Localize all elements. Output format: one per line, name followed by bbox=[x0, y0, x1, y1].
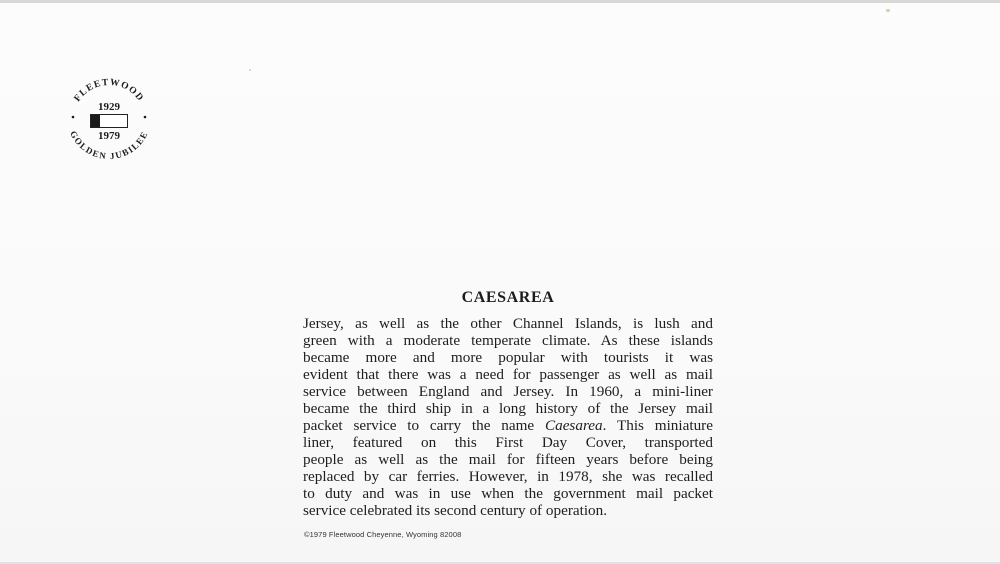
body-text-segment: liner, featured on this First Day Cover, transported bbox=[303, 434, 713, 451]
svg-text:FLEETWOOD bbox=[73, 78, 146, 104]
seal-year-start: 1929 bbox=[98, 101, 120, 113]
body-text-segment: replaced by car ferries. However, in 1978, she was recalled bbox=[303, 468, 713, 485]
seal-arc-top-text: FLEETWOOD bbox=[72, 77, 146, 104]
body-text-segment: to duty and was in use when the government mail packet bbox=[303, 485, 713, 502]
cover-body-text bbox=[303, 315, 713, 519]
body-line bbox=[303, 315, 713, 332]
seal-progress-box bbox=[90, 114, 128, 128]
ship-name: Caesarea bbox=[544, 417, 603, 434]
body-text-segment: Jersey, as well as the other Channel Islands, is lush and bbox=[303, 315, 713, 332]
body-text-segment: service between England and Jersey. In 1960, a mini-liner bbox=[303, 383, 713, 400]
body-text-segment: packet service to carry the name bbox=[303, 417, 545, 434]
body-line bbox=[303, 468, 713, 485]
body-text-segment: became more and more popular with tourists it was bbox=[303, 349, 713, 366]
paper-speck bbox=[249, 69, 251, 71]
body-text-segment: people as well as the mail for fifteen years before being bbox=[303, 451, 713, 468]
body-line bbox=[303, 417, 713, 434]
fleetwood-golden-jubilee-seal bbox=[59, 77, 159, 167]
body-line bbox=[303, 434, 713, 451]
seal-dot-left bbox=[72, 116, 75, 119]
body-text-segment: green with a moderate temperate climate. As these islands bbox=[303, 332, 713, 349]
body-line bbox=[303, 502, 713, 519]
cover-title: CAESAREA bbox=[461, 289, 555, 306]
body-text-segment: evident that there was a need for passenger as well as mail bbox=[303, 366, 713, 383]
seal-year-end: 1979 bbox=[98, 130, 120, 142]
body-line bbox=[303, 451, 713, 468]
body-line bbox=[303, 400, 713, 417]
body-text-segment: . This miniature bbox=[602, 417, 713, 434]
paper-speck bbox=[886, 9, 890, 12]
body-text-segment: became the third ship in a long history of the Jersey mail bbox=[303, 400, 713, 417]
body-line bbox=[303, 383, 713, 400]
seal-arc-bottom-text: GOLDEN JUBILEE bbox=[68, 129, 150, 162]
body-line bbox=[303, 332, 713, 349]
seal-dot-right bbox=[144, 116, 147, 119]
seal-progress-fill bbox=[91, 115, 100, 127]
body-line bbox=[303, 366, 713, 383]
body-line bbox=[303, 485, 713, 502]
body-text-segment: service celebrated its second century of operation. bbox=[303, 502, 608, 519]
copyright-notice: ©1979 Fleetwood Cheyenne, Wyoming 82008 bbox=[304, 530, 462, 539]
body-line bbox=[303, 349, 713, 366]
